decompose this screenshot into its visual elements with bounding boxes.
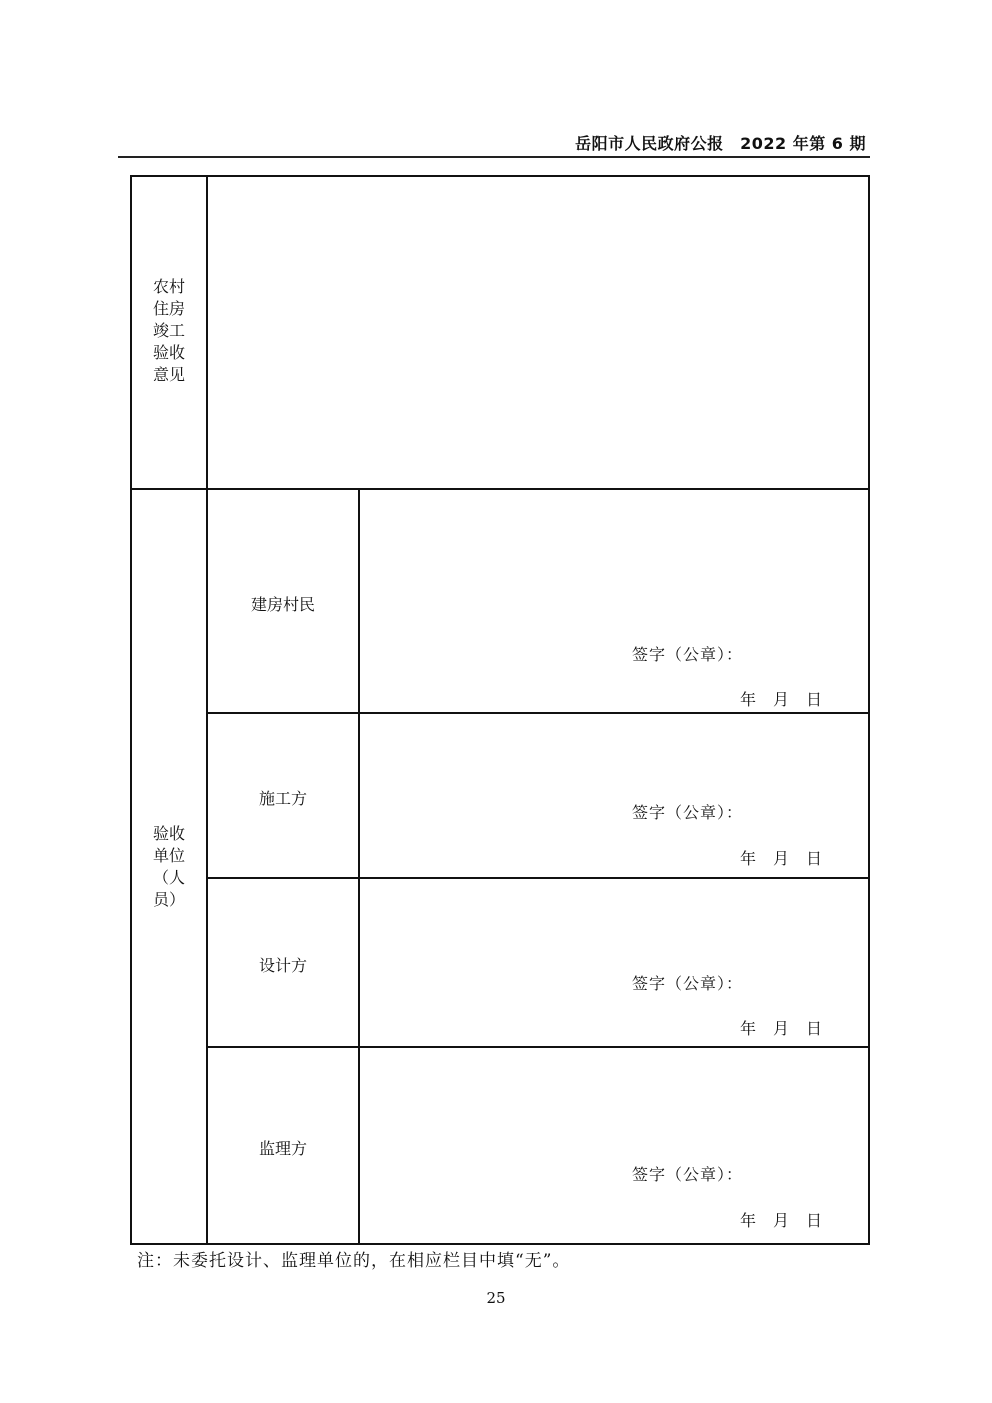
date-year: 年: [740, 690, 757, 709]
page-number: 25: [486, 1289, 506, 1307]
header-rule: [118, 156, 870, 158]
date-line: [740, 1208, 822, 1231]
table-border-right: [868, 175, 870, 1245]
party-label-supervisor: 监理方: [258, 1139, 307, 1158]
date-day: 日: [806, 849, 823, 868]
signature-label: 签字（公章）：: [632, 974, 744, 993]
signature-label: 签字（公章）：: [632, 1165, 744, 1184]
section-divider: [130, 488, 870, 490]
date-month: 月: [773, 690, 790, 709]
date-month: 月: [773, 849, 790, 868]
opinion-label: 农村 住房 竣工 验收 意见: [152, 277, 185, 384]
header-title: 岳阳市人民政府公报 2022 年第 6 期: [575, 134, 866, 153]
table-border-left: [130, 175, 132, 1245]
date-line: [740, 846, 822, 869]
signature-label: 签字（公章）：: [632, 803, 744, 822]
party-label-designer: 设计方: [258, 956, 307, 975]
opinion-field[interactable]: [208, 177, 868, 488]
date-day: 日: [806, 690, 823, 709]
date-month: 月: [773, 1211, 790, 1230]
footnote: 注：未委托设计、监理单位的，在相应栏目中填“无”。: [137, 1251, 571, 1271]
date-day: 日: [806, 1019, 823, 1038]
party-label-contractor: 施工方: [258, 789, 307, 808]
date-year: 年: [740, 1019, 757, 1038]
party-label-villager: 建房村民: [250, 595, 315, 614]
row-divider-2: [206, 877, 870, 879]
date-line: [740, 687, 822, 710]
date-year: 年: [740, 849, 757, 868]
date-year: 年: [740, 1211, 757, 1230]
row-divider-1: [206, 712, 870, 714]
date-day: 日: [806, 1211, 823, 1230]
table-border-bottom: [130, 1243, 870, 1245]
column-divider-2: [358, 488, 360, 1245]
date-line: [740, 1016, 822, 1039]
signature-label: 签字（公章）：: [632, 645, 744, 664]
date-month: 月: [773, 1019, 790, 1038]
row-divider-3: [206, 1046, 870, 1048]
unit-label: 验收 单位 （人 员）: [152, 824, 185, 909]
